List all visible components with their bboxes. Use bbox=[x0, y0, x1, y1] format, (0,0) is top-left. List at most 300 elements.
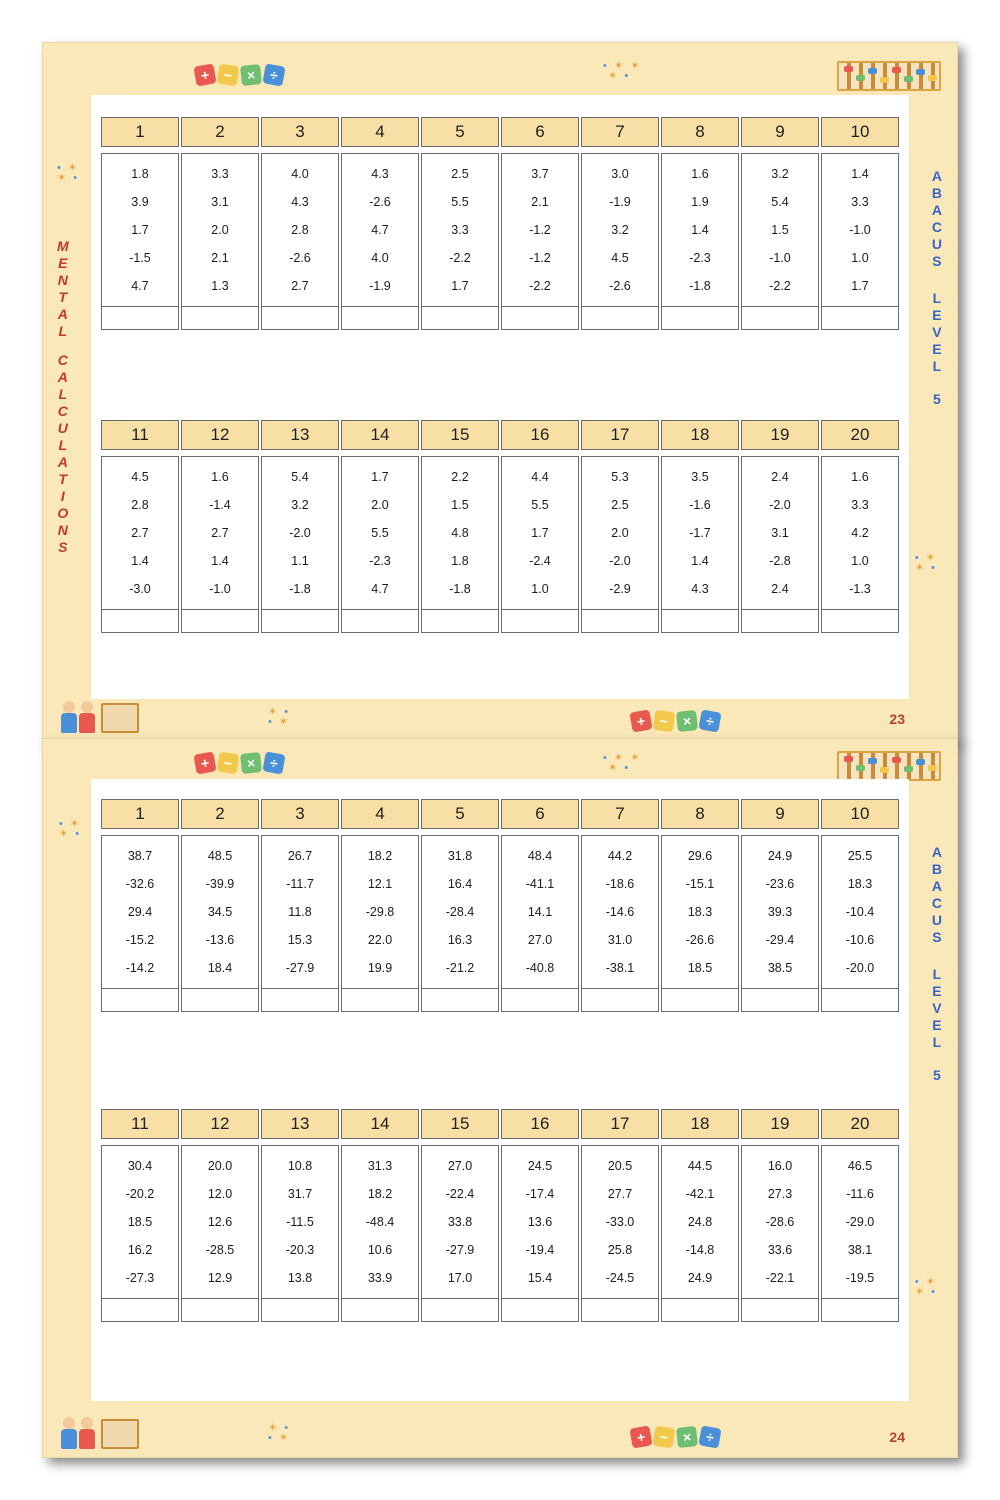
answer-box[interactable] bbox=[181, 1299, 259, 1322]
operand-value: -28.6 bbox=[765, 1215, 795, 1229]
operand-value: -19.4 bbox=[525, 1243, 555, 1257]
operand-value: 26.7 bbox=[287, 849, 313, 863]
exercise-column bbox=[421, 799, 499, 1012]
exercise-number: 7 bbox=[581, 117, 659, 147]
exercise-number: 18 bbox=[661, 1109, 739, 1139]
operand-value: 1.5 bbox=[451, 498, 469, 512]
operand-value: -26.6 bbox=[685, 933, 715, 947]
abacus-decoration-top-right-2 bbox=[837, 751, 941, 781]
operand-list bbox=[421, 1145, 499, 1299]
operand-value: -10.6 bbox=[845, 933, 875, 947]
page-number: 23 bbox=[889, 711, 905, 727]
answer-box[interactable] bbox=[501, 989, 579, 1012]
exercise-number: 13 bbox=[261, 420, 339, 450]
operand-value: 2.1 bbox=[211, 251, 229, 265]
operand-value: 3.1 bbox=[211, 195, 229, 209]
operand-value: 25.8 bbox=[607, 1243, 633, 1257]
operand-value: 2.2 bbox=[451, 470, 469, 484]
operand-list bbox=[581, 456, 659, 610]
title-letter: B bbox=[931, 185, 943, 201]
title-letter: U bbox=[931, 912, 943, 928]
answer-box[interactable] bbox=[261, 307, 339, 330]
mental-calculations-title bbox=[57, 238, 70, 556]
operand-value: -48.4 bbox=[365, 1215, 395, 1229]
exercise-number: 9 bbox=[741, 799, 819, 829]
answer-box[interactable] bbox=[821, 1299, 899, 1322]
operand-value: 1.7 bbox=[371, 470, 389, 484]
operand-value: -17.4 bbox=[525, 1187, 555, 1201]
operand-value: -11.5 bbox=[286, 1215, 314, 1229]
exercise-number: 17 bbox=[581, 420, 659, 450]
operand-value: 33.6 bbox=[767, 1243, 793, 1257]
operand-list bbox=[821, 456, 899, 610]
title-letter: E bbox=[58, 255, 69, 271]
operand-value: 18.2 bbox=[367, 849, 393, 863]
title-letter: A bbox=[931, 844, 943, 860]
multiply-icon: × bbox=[676, 710, 698, 732]
operand-list bbox=[581, 153, 659, 307]
exercise-number: 11 bbox=[101, 420, 179, 450]
exercise-column bbox=[261, 799, 339, 1012]
operand-value: 3.2 bbox=[611, 223, 629, 237]
operand-value: 1.7 bbox=[851, 279, 869, 293]
answer-box[interactable] bbox=[421, 989, 499, 1012]
operand-value: 4.5 bbox=[611, 251, 629, 265]
operand-list bbox=[341, 456, 419, 610]
operand-list bbox=[181, 1145, 259, 1299]
exercise-number: 2 bbox=[181, 799, 259, 829]
operand-value: 5.4 bbox=[291, 470, 309, 484]
multiply-icon: × bbox=[676, 1426, 698, 1448]
answer-box[interactable] bbox=[341, 989, 419, 1012]
operand-value: 1.4 bbox=[691, 223, 709, 237]
operand-value: 5.5 bbox=[451, 195, 469, 209]
title-letter: L bbox=[58, 386, 69, 402]
operand-value: 4.7 bbox=[131, 279, 149, 293]
operand-value: -20.0 bbox=[845, 961, 875, 975]
exercise-column bbox=[741, 1109, 819, 1322]
operand-value: 27.0 bbox=[447, 1159, 473, 1173]
answer-box[interactable] bbox=[741, 610, 819, 633]
operand-value: -27.3 bbox=[125, 1271, 155, 1285]
exercise-number: 20 bbox=[821, 1109, 899, 1139]
operand-value: 3.2 bbox=[771, 167, 789, 181]
operand-list bbox=[741, 1145, 819, 1299]
operand-value: 12.6 bbox=[207, 1215, 233, 1229]
title-letter: L bbox=[58, 437, 69, 453]
title-letter: V bbox=[932, 324, 943, 340]
operand-value: 4.8 bbox=[451, 526, 469, 540]
exercise-column bbox=[261, 117, 339, 330]
operand-value: 16.0 bbox=[767, 1159, 793, 1173]
operand-value: 4.5 bbox=[131, 470, 149, 484]
exercise-number: 15 bbox=[421, 420, 499, 450]
title-letter: A bbox=[57, 306, 69, 322]
operand-value: 31.8 bbox=[447, 849, 473, 863]
math-icons-decoration-bottom-2 bbox=[631, 1427, 720, 1447]
answer-box[interactable] bbox=[261, 1299, 339, 1322]
title-letter: I bbox=[60, 488, 66, 504]
answer-box[interactable] bbox=[101, 610, 179, 633]
plus-icon: + bbox=[629, 1425, 652, 1448]
operand-value: 1.6 bbox=[691, 167, 709, 181]
operand-value: 18.2 bbox=[367, 1187, 393, 1201]
exercise-block-1 bbox=[91, 117, 909, 330]
operand-value: 2.4 bbox=[771, 582, 789, 596]
exercise-column bbox=[821, 117, 899, 330]
operand-value: 2.7 bbox=[291, 279, 309, 293]
operand-value: 3.7 bbox=[531, 167, 549, 181]
title-letter: A bbox=[931, 878, 943, 894]
operand-value: -2.2 bbox=[769, 279, 791, 293]
operand-value: -21.2 bbox=[445, 961, 475, 975]
operand-list bbox=[501, 456, 579, 610]
operand-value: 24.5 bbox=[527, 1159, 553, 1173]
answer-box[interactable] bbox=[581, 989, 659, 1012]
operand-value: -14.2 bbox=[125, 961, 155, 975]
operand-value: -29.0 bbox=[845, 1215, 875, 1229]
operand-value: -2.6 bbox=[369, 195, 391, 209]
exercise-column bbox=[821, 799, 899, 1012]
answer-box[interactable] bbox=[261, 610, 339, 633]
exercise-number: 6 bbox=[501, 799, 579, 829]
operand-value: -24.5 bbox=[605, 1271, 635, 1285]
exercise-column bbox=[101, 117, 179, 330]
title-letter: C bbox=[931, 895, 943, 911]
operand-value: 1.4 bbox=[691, 554, 709, 568]
operand-value: 1.7 bbox=[531, 526, 549, 540]
abacus-level-title-page24 bbox=[932, 844, 943, 1084]
exercise-number: 5 bbox=[421, 117, 499, 147]
operand-value: -15.1 bbox=[685, 877, 715, 891]
operand-value: 1.0 bbox=[851, 251, 869, 265]
answer-box[interactable] bbox=[101, 1299, 179, 1322]
answer-box[interactable] bbox=[661, 610, 739, 633]
operand-value: 27.3 bbox=[767, 1187, 793, 1201]
answer-box[interactable] bbox=[181, 989, 259, 1012]
operand-value: -2.3 bbox=[689, 251, 711, 265]
title-letter: 5 bbox=[933, 391, 942, 407]
exercise-column bbox=[181, 420, 259, 633]
operand-value: 1.9 bbox=[691, 195, 709, 209]
answer-box[interactable] bbox=[181, 610, 259, 633]
operand-value: -2.0 bbox=[289, 526, 311, 540]
title-letter: A bbox=[57, 454, 69, 470]
exercise-column bbox=[101, 799, 179, 1012]
operand-value: 3.3 bbox=[451, 223, 469, 237]
operand-list bbox=[101, 835, 179, 989]
answer-box[interactable] bbox=[741, 989, 819, 1012]
answer-box[interactable] bbox=[741, 307, 819, 330]
operand-value: 4.7 bbox=[371, 223, 389, 237]
plus-icon: + bbox=[193, 63, 216, 86]
exercise-number: 10 bbox=[821, 117, 899, 147]
exercise-column bbox=[261, 420, 339, 633]
operand-value: -14.8 bbox=[685, 1243, 715, 1257]
exercise-number: 10 bbox=[821, 799, 899, 829]
answer-box[interactable] bbox=[661, 307, 739, 330]
operand-value: -18.6 bbox=[605, 877, 635, 891]
answer-box[interactable] bbox=[341, 1299, 419, 1322]
operand-value: 1.5 bbox=[771, 223, 789, 237]
title-letter: L bbox=[58, 323, 69, 339]
operand-list bbox=[421, 456, 499, 610]
operand-value: 27.0 bbox=[527, 933, 553, 947]
operand-value: 24.9 bbox=[767, 849, 793, 863]
answer-box[interactable] bbox=[421, 1299, 499, 1322]
operand-value: -15.2 bbox=[125, 933, 155, 947]
answer-box[interactable] bbox=[341, 307, 419, 330]
operand-value: 1.8 bbox=[131, 167, 149, 181]
operand-value: 2.7 bbox=[131, 526, 149, 540]
operand-value: 4.2 bbox=[851, 526, 869, 540]
operand-value: 3.3 bbox=[211, 167, 229, 181]
exercise-number: 4 bbox=[341, 117, 419, 147]
answer-box[interactable] bbox=[101, 989, 179, 1012]
operand-value: 11.8 bbox=[288, 905, 312, 919]
title-letter: E bbox=[932, 307, 943, 323]
operand-value: -1.4 bbox=[209, 498, 231, 512]
operand-value: 20.5 bbox=[607, 1159, 633, 1173]
operand-value: 38.5 bbox=[767, 961, 793, 975]
operand-value: -10.4 bbox=[845, 905, 875, 919]
operand-value: 34.5 bbox=[207, 905, 233, 919]
exercise-number: 13 bbox=[261, 1109, 339, 1139]
operand-value: -1.6 bbox=[689, 498, 711, 512]
operand-value: 44.2 bbox=[607, 849, 633, 863]
exercise-column bbox=[661, 1109, 739, 1322]
operand-list bbox=[181, 153, 259, 307]
operand-value: -19.5 bbox=[845, 1271, 875, 1285]
answer-box[interactable] bbox=[261, 989, 339, 1012]
operand-value: 4.7 bbox=[371, 582, 389, 596]
operand-value: 5.5 bbox=[371, 526, 389, 540]
minus-icon: − bbox=[217, 64, 240, 87]
exercise-number: 2 bbox=[181, 117, 259, 147]
exercise-column bbox=[661, 799, 739, 1012]
kids-illustration-2 bbox=[57, 1405, 137, 1449]
operand-value: -1.8 bbox=[289, 582, 311, 596]
divide-icon: ÷ bbox=[262, 751, 285, 774]
math-icons-decoration-top-left bbox=[195, 65, 284, 85]
answer-box[interactable] bbox=[101, 307, 179, 330]
exercise-number: 1 bbox=[101, 799, 179, 829]
title-letter: L bbox=[932, 1034, 943, 1050]
answer-box[interactable] bbox=[581, 1299, 659, 1322]
operand-value: 19.9 bbox=[367, 961, 393, 975]
title-letter: C bbox=[57, 403, 69, 419]
operand-value: -39.9 bbox=[205, 877, 235, 891]
exercise-block-3 bbox=[91, 799, 909, 1012]
title-letter: E bbox=[932, 1017, 943, 1033]
operand-value: -1.0 bbox=[849, 223, 871, 237]
answer-box[interactable] bbox=[821, 307, 899, 330]
exercise-column bbox=[821, 420, 899, 633]
exercise-column bbox=[661, 117, 739, 330]
exercise-column bbox=[421, 1109, 499, 1322]
operand-value: 31.0 bbox=[607, 933, 633, 947]
page-number: 24 bbox=[889, 1429, 905, 1445]
operand-value: 38.7 bbox=[127, 849, 153, 863]
operand-value: 30.4 bbox=[127, 1159, 153, 1173]
exercise-column bbox=[581, 799, 659, 1012]
title-letter: N bbox=[57, 522, 69, 538]
operand-value: 1.0 bbox=[851, 554, 869, 568]
operand-value: -20.2 bbox=[125, 1187, 155, 1201]
operand-list bbox=[741, 456, 819, 610]
exercise-column bbox=[501, 420, 579, 633]
operand-value: 12.9 bbox=[207, 1271, 233, 1285]
operand-value: 44.5 bbox=[687, 1159, 713, 1173]
answer-box[interactable] bbox=[821, 989, 899, 1012]
operand-list bbox=[661, 835, 739, 989]
operand-list bbox=[581, 835, 659, 989]
kids-illustration bbox=[57, 689, 137, 733]
operand-list bbox=[661, 456, 739, 610]
operand-value: -2.0 bbox=[769, 498, 791, 512]
operand-value: 33.9 bbox=[367, 1271, 393, 1285]
operand-value: 12.1 bbox=[367, 877, 393, 891]
operand-value: 48.4 bbox=[527, 849, 553, 863]
operand-value: 31.3 bbox=[367, 1159, 393, 1173]
operand-value: 1.7 bbox=[451, 279, 469, 293]
title-letter: A bbox=[931, 202, 943, 218]
operand-value: 4.4 bbox=[531, 470, 549, 484]
operand-value: 1.0 bbox=[531, 582, 549, 596]
operand-value: 33.8 bbox=[447, 1215, 473, 1229]
operand-value: -33.0 bbox=[605, 1215, 635, 1229]
answer-box[interactable] bbox=[581, 610, 659, 633]
operand-value: -14.6 bbox=[605, 905, 635, 919]
abacus-decoration-top-right bbox=[837, 61, 941, 91]
operand-value: 29.4 bbox=[127, 905, 153, 919]
answer-box[interactable] bbox=[661, 1299, 739, 1322]
divide-icon: ÷ bbox=[698, 709, 721, 732]
operand-value: 46.5 bbox=[847, 1159, 873, 1173]
operand-value: -2.6 bbox=[609, 279, 631, 293]
exercise-column bbox=[741, 799, 819, 1012]
operand-value: 24.9 bbox=[687, 1271, 713, 1285]
operand-value: 2.7 bbox=[211, 526, 229, 540]
operand-value: -40.8 bbox=[525, 961, 555, 975]
operand-value: 4.0 bbox=[291, 167, 309, 181]
answer-box[interactable] bbox=[741, 1299, 819, 1322]
title-letter: N bbox=[57, 272, 69, 288]
exercise-number: 6 bbox=[501, 117, 579, 147]
exercise-column bbox=[101, 1109, 179, 1322]
answer-box[interactable] bbox=[501, 610, 579, 633]
answer-box[interactable] bbox=[821, 610, 899, 633]
operand-value: 3.0 bbox=[611, 167, 629, 181]
exercise-column bbox=[421, 117, 499, 330]
title-letter: A bbox=[57, 369, 69, 385]
operand-value: 18.4 bbox=[207, 961, 233, 975]
title-letter: L bbox=[932, 966, 943, 982]
operand-value: -1.2 bbox=[529, 251, 551, 265]
operand-value: 1.6 bbox=[211, 470, 229, 484]
answer-box[interactable] bbox=[661, 989, 739, 1012]
operand-list bbox=[341, 153, 419, 307]
title-letter: O bbox=[57, 505, 70, 521]
stars-decoration-left-2: • ✶ ✶ • bbox=[59, 818, 82, 840]
exercise-block-4 bbox=[91, 1109, 909, 1322]
operand-list bbox=[101, 456, 179, 610]
exercise-column bbox=[741, 420, 819, 633]
operand-value: -22.1 bbox=[765, 1271, 795, 1285]
title-letter: E bbox=[932, 341, 943, 357]
operand-list bbox=[261, 456, 339, 610]
divide-icon: ÷ bbox=[262, 63, 285, 86]
title-letter: T bbox=[58, 289, 69, 305]
exercise-number: 14 bbox=[341, 420, 419, 450]
answer-box[interactable] bbox=[181, 307, 259, 330]
exercise-column bbox=[821, 1109, 899, 1322]
operand-value: 2.0 bbox=[611, 526, 629, 540]
operand-value: 3.9 bbox=[131, 195, 149, 209]
operand-value: 1.3 bbox=[211, 279, 229, 293]
operand-value: 48.5 bbox=[207, 849, 233, 863]
exercise-number: 11 bbox=[101, 1109, 179, 1139]
stars-decoration-bottom: ✶ • • ✶ bbox=[268, 706, 291, 728]
operand-value: 16.4 bbox=[447, 877, 473, 891]
operand-value: 18.3 bbox=[847, 877, 873, 891]
title-letter: U bbox=[931, 236, 943, 252]
answer-box[interactable] bbox=[421, 610, 499, 633]
operand-value: -42.1 bbox=[685, 1187, 715, 1201]
minus-icon: − bbox=[217, 752, 240, 775]
title-letter: L bbox=[932, 358, 943, 374]
answer-box[interactable] bbox=[581, 307, 659, 330]
exercise-column bbox=[101, 420, 179, 633]
answer-box[interactable] bbox=[501, 307, 579, 330]
answer-box[interactable] bbox=[421, 307, 499, 330]
title-letter: V bbox=[932, 1000, 943, 1016]
operand-value: -20.3 bbox=[285, 1243, 315, 1257]
operand-list bbox=[261, 153, 339, 307]
operand-value: 4.3 bbox=[371, 167, 389, 181]
answer-box[interactable] bbox=[341, 610, 419, 633]
plus-icon: + bbox=[629, 709, 652, 732]
operand-value: 2.4 bbox=[771, 470, 789, 484]
exercise-number: 9 bbox=[741, 117, 819, 147]
operand-value: 16.2 bbox=[127, 1243, 153, 1257]
operand-list bbox=[181, 456, 259, 610]
exercise-number: 7 bbox=[581, 799, 659, 829]
operand-value: 4.3 bbox=[291, 195, 309, 209]
title-letter: 5 bbox=[933, 1067, 942, 1083]
exercise-number: 19 bbox=[741, 1109, 819, 1139]
exercise-number: 8 bbox=[661, 117, 739, 147]
operand-list bbox=[821, 153, 899, 307]
operand-value: -38.1 bbox=[605, 961, 635, 975]
answer-box[interactable] bbox=[501, 1299, 579, 1322]
operand-list bbox=[181, 835, 259, 989]
operand-value: 2.0 bbox=[371, 498, 389, 512]
operand-value: -1.9 bbox=[369, 279, 391, 293]
operand-value: -22.4 bbox=[445, 1187, 475, 1201]
operand-value: -32.6 bbox=[125, 877, 155, 891]
operand-value: -1.8 bbox=[689, 279, 711, 293]
operand-value: -28.5 bbox=[205, 1243, 235, 1257]
operand-value: -2.8 bbox=[769, 554, 791, 568]
exercise-column bbox=[181, 117, 259, 330]
operand-value: -2.4 bbox=[529, 554, 551, 568]
exercise-column bbox=[581, 117, 659, 330]
operand-value: 38.1 bbox=[847, 1243, 873, 1257]
exercise-column bbox=[741, 117, 819, 330]
plus-icon: + bbox=[193, 751, 216, 774]
operand-value: -1.0 bbox=[209, 582, 231, 596]
